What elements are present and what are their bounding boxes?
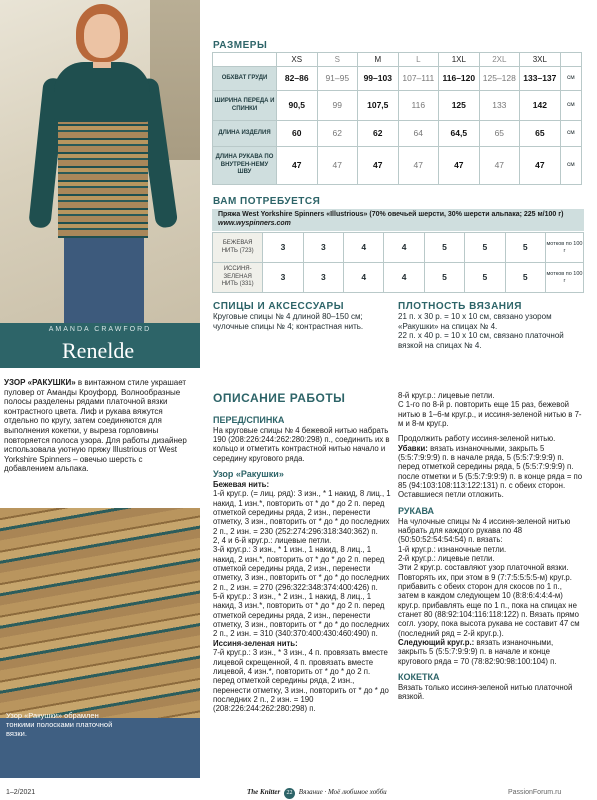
yarn-header <box>212 209 584 231</box>
cell: 116–120 <box>439 67 480 91</box>
cell: 82–86 <box>276 67 317 91</box>
watermark: PassionForum.ru <box>508 789 562 796</box>
cell: 91–95 <box>317 67 358 91</box>
unit: см <box>560 91 581 121</box>
unit: см <box>560 121 581 147</box>
cell: 47 <box>276 147 317 185</box>
table-row <box>213 67 582 91</box>
cell: 47 <box>317 147 358 185</box>
cell: 62 <box>317 121 358 147</box>
paragraph: 2-й круг.р.: лицевые петли. <box>398 553 495 563</box>
cell: 133–137 <box>520 67 561 91</box>
designer-name: AMANDA CRAWFORD <box>48 326 152 333</box>
magazine-name: Вязание · Моё любимое хобби <box>298 788 387 796</box>
paragraph: 2, 4 и 6-й круг.р.: лицевые петли. <box>213 536 332 546</box>
cell: 64,5 <box>439 121 480 147</box>
intro-bold: УЗОР «РАКУШКИ» <box>4 378 76 387</box>
corner-cell <box>213 53 277 67</box>
size-header: 2XL <box>479 53 520 67</box>
paragraph: 1-й круг.р. (= лиц. ряд): 3 изн., * 1 накид, 8 лиц., 1 накид, 1 изн.*, повторить от * до * до 2 п. перед отметкой середины ряда, 2 изн., перенести отметку, 3 изн., повторить от * до * до последних 2 п., 2 изн. = 230 (252:274:296:318:340:362) п. <box>213 489 391 536</box>
cell: 62 <box>358 121 399 147</box>
row-label: ШИРИНА ПЕРЕДА И СПИНКИ <box>213 91 277 121</box>
cell: 3 <box>263 233 303 263</box>
size-header: M <box>358 53 399 67</box>
instructions-column-2 <box>398 391 584 702</box>
cell: 125 <box>439 91 480 121</box>
table-row <box>213 121 582 147</box>
cell: 90,5 <box>276 91 317 121</box>
size-header: L <box>398 53 439 67</box>
section-heading: КОКЕТКА <box>398 672 440 683</box>
section-heading: РУКАВА <box>398 505 435 516</box>
page-number: 22 <box>284 788 295 799</box>
intro-text <box>4 378 192 474</box>
needles-text: Круговые спицы № 4 длиной 80–150 см; чулочные спицы № 4; контрастная нить. <box>213 312 364 331</box>
cell: 142 <box>520 91 561 121</box>
cell: 5 <box>465 263 505 293</box>
paragraph: Вязать только иссиня-зеленой нитью платочной вязкой. <box>398 682 573 702</box>
cell: 99 <box>317 91 358 121</box>
table-row <box>213 147 582 185</box>
photo-caption: Узор «Ракушки» обрамлен тонкими полосками платочной вязки. <box>6 711 113 738</box>
cell: 3 <box>303 263 343 293</box>
paragraph: 8-й круг.р.: лицевые петли. <box>398 391 495 400</box>
gauge-text <box>398 312 578 350</box>
cell: 5 <box>505 233 545 263</box>
designer-band <box>0 323 200 368</box>
cell: 65 <box>520 121 561 147</box>
issue-number: 1–2/2021 <box>6 789 36 796</box>
cell: 3 <box>303 233 343 263</box>
paragraph: С 1-го по 8-й р. повторить еще 15 раз, бежевой нитью в 1–6-м круг.р., и иссиня-зеленой нитью в 7-м и 8-м круг.р. <box>398 400 582 429</box>
brand-name: The Knitter <box>247 788 281 796</box>
cell: 5 <box>424 233 464 263</box>
size-header: 1XL <box>439 53 480 67</box>
cell: 5 <box>505 263 545 293</box>
work-title: ОПИСАНИЕ РАБОТЫ <box>213 391 346 405</box>
cell: 99–103 <box>358 67 399 91</box>
cell: 65 <box>479 121 520 147</box>
cell: 47 <box>479 147 520 185</box>
row-label: ОБХВАТ ГРУДИ <box>213 67 277 91</box>
paragraph: Оставшиеся петли отложить. <box>398 490 504 500</box>
sizes-header-row <box>213 53 582 67</box>
footer-brand <box>247 788 387 799</box>
paragraph <box>398 638 584 666</box>
pattern-name: Renelde <box>62 338 135 363</box>
paragraph: На чулочные спицы № 4 иссиня-зеленой нитью набрать для каждого рукава по 48 (50:50:52:54:54:54) п. вязать: <box>398 516 571 545</box>
yarn-url: www.wyspinners.com <box>218 219 291 227</box>
bold-label: Убавки: <box>398 443 428 453</box>
row-label: ДЛИНА РУКАВА ПО ВНУТРЕН-НЕМУ ШВУ <box>213 147 277 185</box>
table-row <box>213 233 584 263</box>
sizes-table <box>212 52 582 185</box>
face <box>84 14 120 58</box>
cell: 4 <box>384 263 424 293</box>
intro-body: в винтажном стиле украшает пуловер от Аманды Кроуфорд. Волнообразные полосы разделены рядами платочной вязки контрастного цвета. Лиф и рукава вяжутся отдельно по кругу, затем соединяются для выполнения кокетки, у выреза горловины повторяется полоса узора. Для работы дизайнер использовала уютную пряжу Illustrious от West Yorkshire Spinners – овечью шерсть с добавлением альпака. <box>4 378 187 474</box>
text: вязать изнаночными, закрыть 5 (5:5:7:9:9:9) п. в начале и конце кругового ряда = 70 (78:82:90:98:100:104) п. <box>398 638 557 666</box>
paragraph: 5-й круг.р.: 3 изн., * 2 изн., 1 накид, 8 лиц., 1 накид, 3 изн.*, повторить от * до * до 2 п. перед отметкой середины ряда, 2 изн., перенести отметку, 3 изн., повторить от * до * до последних 2 п., 2 изн. = 310 (340:370:400:430:460:490) п. <box>213 592 390 639</box>
cell: 107–111 <box>398 67 439 91</box>
section-heading: Узор «Ракушки» <box>213 469 284 480</box>
sweater-yoke <box>54 62 150 122</box>
cell: 4 <box>344 263 384 293</box>
table-row <box>213 263 584 293</box>
bold-label: Следующий круг.р.: <box>398 638 475 648</box>
cell: 47 <box>358 147 399 185</box>
jeans <box>64 238 144 323</box>
cell: 47 <box>439 147 480 185</box>
cell: 60 <box>276 121 317 147</box>
cell: 4 <box>344 233 384 263</box>
materials-title: ВАМ ПОТРЕБУЕТСЯ <box>213 196 321 207</box>
paragraph: 3-й круг.р.: 3 изн., * 1 изн., 1 накид, 8 лиц., 1 накид, 2 изн.*, повторить от * до * до 2 п. перед отметкой середины ряда, 2 изн., перенести отметку, 3 изн., повторить от * до * до последних 2 п., 2 изн. = 270 (296:322:348:374:400:426) п. <box>213 545 390 592</box>
paragraph: На круговые спицы № 4 бежевой нитью набрать 190 (208:226:244:262:280:298) п., соединить их в кольцо и отметить контрастной нитью начало и середину кругового ряда. <box>213 425 390 463</box>
yarn-table <box>212 232 584 293</box>
sizes-title: РАЗМЕРЫ <box>213 40 268 51</box>
cell: 64 <box>398 121 439 147</box>
cell: 47 <box>520 147 561 185</box>
cell: 133 <box>479 91 520 121</box>
table-row <box>213 91 582 121</box>
row-label: ИССИНЯ-ЗЕЛЕНАЯ НИТЬ (331) <box>213 263 263 293</box>
unit: мотков по 100 г <box>545 233 583 263</box>
color-label: Иссиня-зеленая нить: <box>213 638 298 648</box>
model-photo <box>0 0 200 323</box>
paragraph <box>398 444 584 491</box>
paragraph: Продолжить работу иссиня-зеленой нитью. <box>398 434 556 444</box>
size-header: 3XL <box>520 53 561 67</box>
paragraph: Эти 2 круг.р. составляют узор платочной вязки. Повторять их, при этом в 9 (7:7:5:5:5:5-м) круг.р. прибавить с обеих сторон для скосов по 1 п., затем в каждом следующем 10 (8:8:6:4:4:4-м) круг.р. прибавлять еще по 1 п., пока на спицах не станет 80 (88:92:104:116:118:122) п. Вязать прямо согл. узору, пока высота рукава не составит 47 см (последний ряд = 2-й круг.р.). <box>398 563 580 638</box>
unit-header <box>560 53 581 67</box>
gauge-line: 22 п. х 40 р. = 10 х 10 см, связано платочной вязкой на спицах № 4. <box>398 331 564 350</box>
gauge-title: ПЛОТНОСТЬ ВЯЗАНИЯ <box>398 301 522 312</box>
text: вязать изнаночными, закрыть 5 (5:5:7:9:9:9) п. в начале ряда, 5 (5:5:7:9:9:9) п. перед отметкой середины ряда, 5 (5:5:7:9:9:9) п. после отметки и 5 (5:5:7:9:9:9) п. в конце ряда = по 85 (94:103:108:113:122:131) п. с обеих сторон. <box>398 443 583 491</box>
cell: 107,5 <box>358 91 399 121</box>
gauge-line: 21 п. х 30 р. = 10 х 10 см, связано узором «Ракушки» на спицах № 4. <box>398 312 552 331</box>
paragraph: 1-й круг.р.: изнаночные петли. <box>398 544 507 554</box>
cell: 47 <box>398 147 439 185</box>
cell: 116 <box>398 91 439 121</box>
unit: мотков по 100 г <box>545 263 583 293</box>
sweater-body <box>58 118 148 238</box>
size-header: XS <box>276 53 317 67</box>
cell: 4 <box>384 233 424 263</box>
section-heading: ПЕРЕД/СПИНКА <box>213 415 285 425</box>
cell: 3 <box>263 263 303 293</box>
color-label: Бежевая нить: <box>213 479 270 489</box>
unit: см <box>560 67 581 91</box>
cell: 5 <box>424 263 464 293</box>
yarn-description: Пряжа West Yorkshire Spinners «Illustrious» (70% овечьей шерсти, 30% шерсти альпака; 225 м/100 г) <box>218 211 564 218</box>
row-label: ДЛИНА ИЗДЕЛИЯ <box>213 121 277 147</box>
cell: 125–128 <box>479 67 520 91</box>
cell: 5 <box>465 233 505 263</box>
size-header: S <box>317 53 358 67</box>
unit: см <box>560 147 581 185</box>
instructions-column-1 <box>213 412 393 714</box>
row-label: БЕЖЕВАЯ НИТЬ (723) <box>213 233 263 263</box>
needles-title: СПИЦЫ И АКСЕССУАРЫ <box>213 301 344 312</box>
paragraph: 7-й круг.р.: 3 изн., * 3 изн., 4 п. провязать вместе лицевой скрещенной, 4 п. провязать вместе лицевой, 4 изн.*, повторить от * до * до 2 п. перед отметкой середины ряда, 2 изн., перенести отметку, 3 изн., повторить от * до * до последних 2 п., 2 изн. = 190 (208:226:244:262:280:298) п. <box>213 648 389 714</box>
